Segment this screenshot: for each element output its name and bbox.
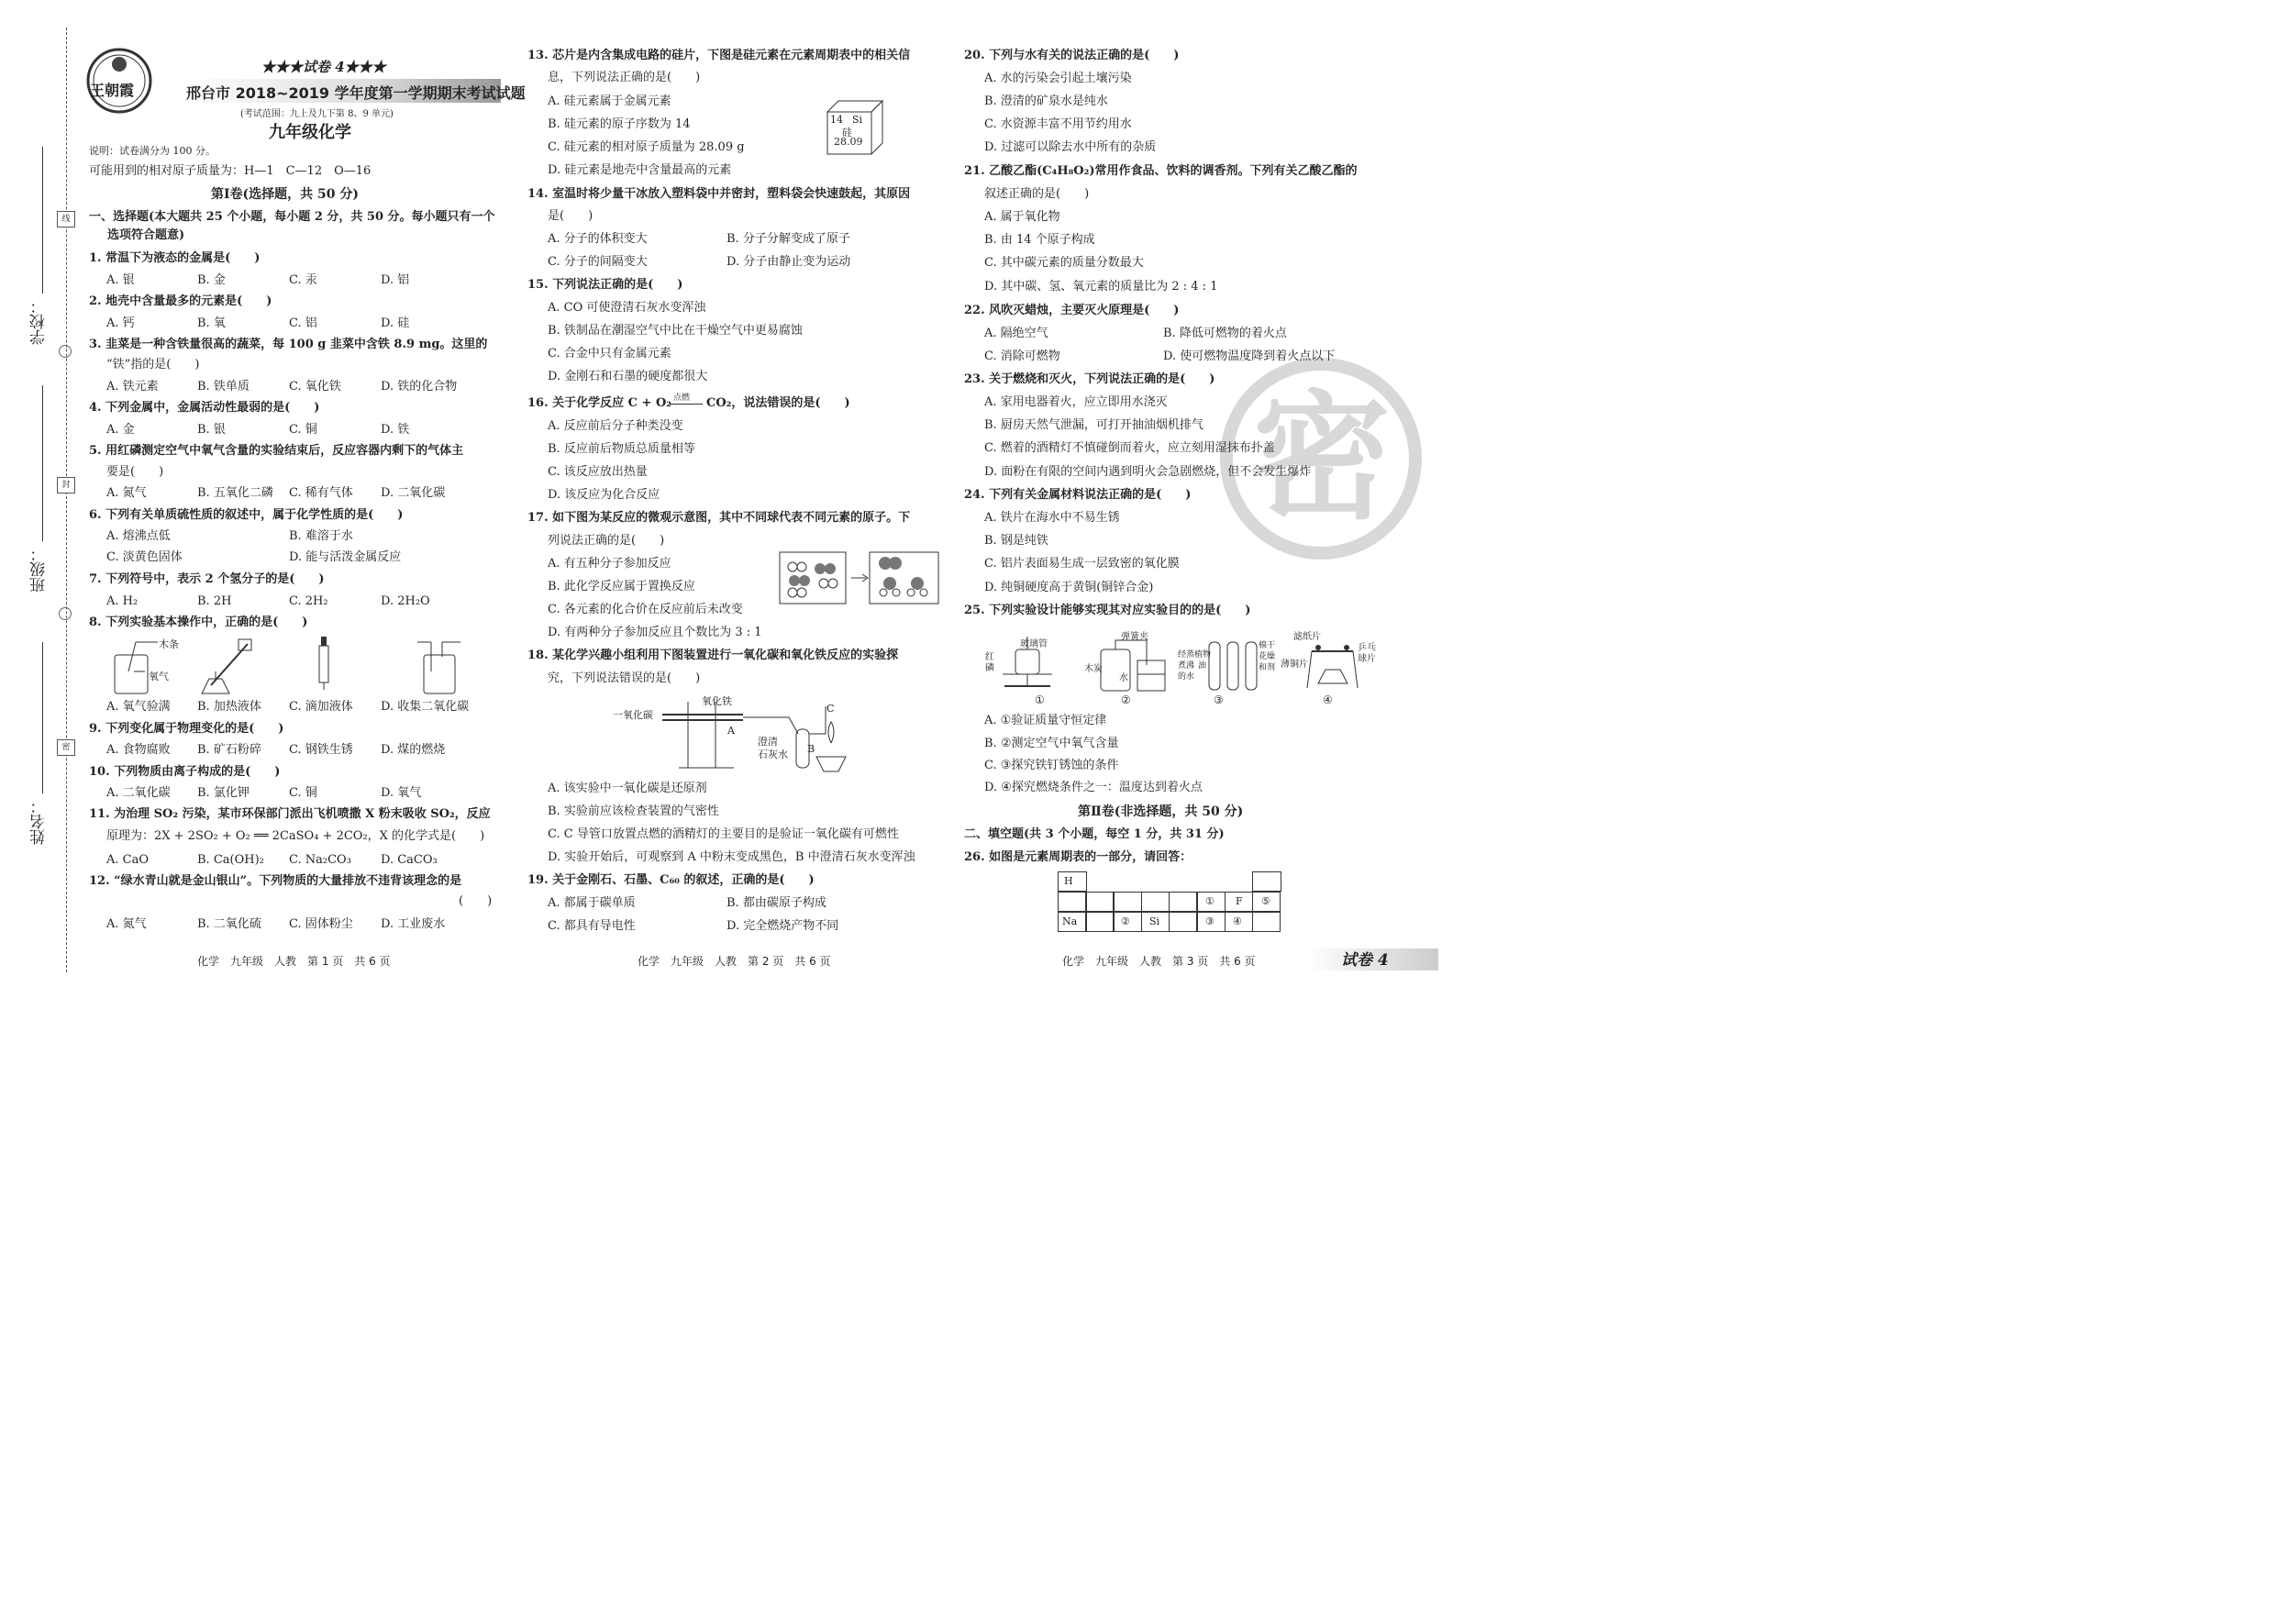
option-a[interactable]: A. 氮气 [106, 917, 147, 931]
label-phosphorus: 磷 [985, 663, 994, 673]
question-17: 17. 如下图为某反应的微观示意图，其中不同球代表不同元素的原子。下 [527, 511, 911, 525]
label-oil: 植物 [1194, 650, 1212, 660]
option-d[interactable]: D. 过滤可以除去水中所有的杂质 [984, 140, 1157, 154]
label-limewater: 澄清 [758, 736, 778, 748]
paper-label: ★★★试卷 4★★★ [261, 59, 386, 75]
question-5-cont: 要是( ) [106, 465, 164, 479]
option-a[interactable]: A. 分子的体积变大 [548, 232, 648, 246]
option-c[interactable]: C. 都具有导电性 [548, 919, 636, 933]
class-label: 班级： [30, 546, 49, 593]
option-c[interactable]: C. 氧化铁 [289, 380, 341, 394]
option-a[interactable]: A. 水的污染会引起土壤污染 [984, 72, 1132, 85]
question-14-cont: 是( ) [548, 209, 593, 223]
option-a[interactable]: A. 都属于碳单质 [548, 896, 636, 910]
seal-xian: 线 [57, 211, 75, 227]
option-a[interactable]: A. CaO [106, 853, 150, 867]
note: 说明：试卷满分为 100 分。 [89, 145, 216, 157]
question-13: 13. 芯片是内含集成电路的硅片，下图是硅元素在元素周期表中的相关信 [527, 49, 911, 62]
option-c[interactable]: C. 铜 [289, 786, 317, 800]
question-20: 20. 下列与水有关的说法正确的是( ) [964, 49, 1180, 62]
question-14: 14. 室温时将少量干冰放入塑料袋中并密封，塑料袋会快速鼓起，其原因 [527, 187, 911, 201]
option-d[interactable]: D. 铝 [381, 273, 410, 287]
question-5: 5. 用红磷测定空气中氧气含量的实验结束后，反应容器内剩下的气体主 [89, 444, 464, 458]
option-b[interactable]: B. 氯化钾 [197, 786, 250, 800]
option-a[interactable]: A. 铁元素 [106, 380, 159, 394]
section-1-title: 第Ⅰ卷(选择题，共 50 分) [211, 187, 360, 202]
option-d[interactable]: D. 氧气 [381, 786, 422, 800]
section-2-title: 第Ⅱ卷(非选择题，共 50 分) [1078, 804, 1244, 819]
question-18-cont: 究，下列说法错误的是( ) [548, 671, 701, 685]
option-c[interactable]: C. 燃着的酒精灯不慎碰倒而着火，应立刻用湿抹布扑盖 [984, 441, 1275, 455]
option-b[interactable]: B. 五氧化二磷 [197, 486, 273, 500]
label-iron-oxide: 氧化铁 [702, 695, 732, 707]
option-b[interactable]: B. 银 [197, 423, 226, 437]
binding-hole [59, 345, 72, 358]
seal-mi: 密 [57, 739, 75, 756]
page-footer: 化学 九年级 人教 第 1 页 共 6 页 [197, 955, 391, 968]
pt-cell [1114, 892, 1142, 912]
instructions: 选项符合题意) [107, 228, 185, 242]
option-c[interactable]: C. 2H₂ [289, 594, 328, 608]
option-c[interactable]: C. 各元素的化合价在反应前后未改变 [548, 603, 743, 616]
setup-number: ① [1035, 693, 1045, 706]
option-a[interactable]: A. 银 [106, 273, 135, 287]
school-field[interactable] [42, 147, 43, 294]
option-c[interactable]: C. 固体粉尘 [289, 917, 353, 931]
option-c[interactable]: C. C 导管口放置点燃的酒精灯的主要目的是验证一氧化碳有可燃性 [548, 827, 899, 841]
option-c[interactable]: C. 分子的间隔变大 [548, 255, 648, 269]
option-d[interactable]: D. 煤的燃烧 [381, 743, 446, 757]
option-b[interactable]: B. 降低可燃物的着火点 [1163, 327, 1287, 340]
pt-blank-2: ② [1121, 915, 1130, 927]
question-26: 26. 如图是元素周期表的一部分，请回答： [964, 850, 1192, 864]
setup-number: ④ [1323, 693, 1333, 706]
option-a[interactable]: A. 熔沸点低 [106, 529, 171, 543]
question-18: 18. 某化学兴趣小组利用下图装置进行一氧化碳和氧化铁反应的实验探 [527, 649, 899, 662]
option-a[interactable]: A. 隔绝空气 [984, 327, 1048, 340]
instructions: 一、选择题(本大题共 25 个小题，每小题 2 分，共 50 分。每小题只有一个 [89, 210, 495, 224]
option-a[interactable]: A. ①验证质量守恒定律 [984, 714, 1107, 727]
label-desiccant: 和剂 [1259, 663, 1276, 672]
option-c[interactable]: C. ③探究铁钉锈蚀的条件 [984, 759, 1119, 772]
pt-blank-3: ③ [1205, 915, 1215, 927]
label-oxygen: 氧气 [149, 671, 169, 682]
reaction-micro-diagram [780, 550, 940, 605]
question-23: 23. 关于燃烧和灭火，下列说法正确的是( ) [964, 372, 1215, 386]
question-3-cont: “铁”指的是( ) [106, 358, 200, 372]
question-11-cont: 原理为：2X + 2SO₂ + O₂ ══ 2CaSO₄ + 2CO₂，X 的化学式是( ) [106, 829, 485, 843]
option-c[interactable]: C. 该反应放出热量 [548, 465, 648, 479]
option-d[interactable]: D. CaCO₃ [381, 853, 438, 867]
question-13-cont: 息，下列说法正确的是( ) [548, 71, 701, 84]
option-d[interactable]: D. 有两种分子参加反应且个数比为 3 : 1 [548, 626, 762, 639]
label-a: A [727, 725, 735, 737]
pt-symbol-na: Na [1062, 915, 1078, 927]
option-d[interactable]: D. 能与活泼金属反应 [289, 550, 402, 564]
option-b[interactable]: B. 反应前后物质总质量相等 [548, 442, 695, 456]
question-25: 25. 下列实验设计能够实现其对应实验目的的是( ) [964, 604, 1251, 617]
question-2: 2. 地壳中含量最多的元素是( ) [89, 294, 272, 308]
question-9: 9. 下列变化属于物理变化的是( ) [89, 722, 284, 736]
label-copper-sheet: 薄铜片 [1281, 660, 1308, 670]
watermark-char: 密 [1253, 379, 1392, 538]
logo-text: 王朝霞 [90, 82, 135, 99]
option-c[interactable]: C. 消除可燃物 [984, 349, 1060, 363]
option-a[interactable]: A. 食物腐败 [106, 743, 171, 757]
label-clip: 弹簧夹 [1121, 632, 1148, 642]
option-b[interactable]: B. 由 14 个原子构成 [984, 233, 1095, 247]
option-d[interactable]: D. 收集二氧化碳 [381, 700, 470, 714]
label-pingpong: 球片 [1358, 654, 1376, 664]
label-water: 水 [1119, 673, 1128, 683]
co-reduction-apparatus [605, 693, 881, 775]
option-c[interactable]: C. 水资源丰富不用节约用水 [984, 117, 1132, 131]
question-7: 7. 下列符号中，表示 2 个氢分子的是( ) [89, 572, 325, 586]
option-b[interactable]: B. 二氧化硫 [197, 917, 261, 931]
label-desiccant: 棉干 [1259, 641, 1276, 650]
label-limewater: 石灰水 [758, 749, 788, 760]
option-b[interactable]: B. 钢是纯铁 [984, 534, 1048, 548]
pt-blank-1: ① [1205, 895, 1215, 907]
label-filter-paper: 滤纸片 [1293, 632, 1321, 642]
pt-cell [1252, 912, 1281, 932]
question-21: 21. 乙酸乙酯(C₄H₈O₂)常用作食品、饮料的调香剂。下列有关乙酸乙酯的 [964, 164, 1358, 178]
option-b[interactable]: B. 实验前应该检查装置的气密性 [548, 804, 719, 818]
option-a[interactable]: A. 反应前后分子种类没变 [548, 419, 683, 433]
option-a[interactable]: A. 氮气 [106, 486, 147, 500]
label-wood: 木条 [159, 638, 179, 650]
fill-in-instructions: 二、填空题(共 3 个小题，每空 1 分，共 31 分) [964, 827, 1225, 841]
option-b[interactable]: B. 难溶于水 [289, 529, 353, 543]
name-label: 姓名： [30, 798, 49, 845]
option-b[interactable]: B. Ca(OH)₂ [197, 853, 264, 867]
option-b[interactable]: B. 分子分解变成了原子 [727, 232, 850, 246]
pt-cell [1141, 892, 1170, 912]
question-16: 16. 关于化学反应 C + O₂ [527, 396, 671, 410]
question-19: 19. 关于金刚石、石墨、C₆₀ 的叙述，正确的是( ) [527, 873, 815, 887]
option-c[interactable]: C. 滴加液体 [289, 700, 353, 714]
option-b[interactable]: B. 铁单质 [197, 380, 250, 394]
label-b: B [807, 743, 815, 755]
option-b[interactable]: B. 铁制品在潮湿空气中比在干燥空气中更易腐蚀 [548, 324, 803, 338]
cell-symbol: Si [852, 114, 863, 126]
option-d[interactable]: D. 二氧化碳 [381, 486, 446, 500]
question-16-cont: CO₂，说法错误的是( ) [706, 396, 850, 410]
question-12-cont: ( ) [459, 894, 493, 908]
option-a[interactable]: A. 家用电器着火，应立即用水浇灭 [984, 395, 1168, 409]
option-a[interactable]: A. 属于氧化物 [984, 210, 1060, 224]
pt-cell [1058, 892, 1087, 912]
option-c[interactable]: C. 其中碳元素的质量分数最大 [984, 256, 1144, 270]
setup-number: ② [1121, 693, 1131, 706]
option-b[interactable]: B. 厨房天然气泄漏，可打开抽油烟机排气 [984, 418, 1203, 432]
option-a[interactable]: A. 有五种分子参加反应 [548, 557, 671, 571]
question-22: 22. 风吹灭蜡烛，主要灭火原理是( ) [964, 304, 1180, 317]
label-desiccant: 花燥 [1259, 652, 1276, 661]
pt-symbol-si: Si [1149, 915, 1160, 927]
reaction-condition: 点燃 [673, 394, 691, 403]
label-glass-tube: 玻璃管 [1020, 639, 1048, 649]
option-d[interactable]: D. 硅元素是地壳中含量最高的元素 [548, 163, 732, 177]
seal-feng: 封 [57, 477, 75, 494]
question-6: 6. 下列有关单质硫性质的叙述中，属于化学性质的是( ) [89, 508, 404, 522]
pt-symbol-f: F [1236, 895, 1243, 907]
option-c[interactable]: C. Na₂CO₃ [289, 853, 351, 867]
option-c[interactable]: C. 汞 [289, 273, 317, 287]
option-b[interactable]: B. 矿石粉碎 [197, 743, 261, 757]
label-pingpong: 乒乓 [1358, 643, 1376, 653]
option-d[interactable]: D. 金刚石和石墨的硬度都很大 [548, 370, 708, 383]
pt-blank-4: ④ [1233, 915, 1242, 927]
experiment-setups-figure [995, 633, 1399, 697]
option-d[interactable]: D. 2H₂O [381, 594, 430, 608]
question-17-cont: 列说法正确的是( ) [548, 534, 665, 548]
question-21-cont: 叙述正确的是( ) [984, 187, 1090, 201]
option-b[interactable]: B. 金 [197, 273, 226, 287]
option-d[interactable]: D. 使可燃物温度降到着火点以下 [1163, 349, 1336, 363]
pt-cell [1169, 892, 1197, 912]
option-d[interactable]: D. 其中碳、氢、氧元素的质量比为 2 : 4 : 1 [984, 280, 1218, 294]
question-12: 12. “绿水青山就是金山银山”。下列物质的大量排放不违背该理念的是 [89, 874, 462, 888]
paper-badge: 试卷 4 [1341, 951, 1389, 970]
option-b[interactable]: B. 加热液体 [197, 700, 261, 714]
name-field[interactable] [42, 642, 43, 793]
pt-symbol-h: H [1064, 875, 1073, 887]
label-boiled-water: 经蒸 [1178, 650, 1195, 660]
school-label: 学校： [30, 298, 49, 345]
label-charcoal: 木炭 [1084, 664, 1103, 674]
option-a[interactable]: A. 钙 [106, 316, 135, 330]
option-d[interactable]: D. 铁 [381, 423, 410, 437]
option-b[interactable]: B. 都由碳原子构成 [727, 896, 826, 910]
label-boiled-water: 的水 [1178, 672, 1195, 682]
option-d[interactable]: D. 分子由静止变为运动 [727, 255, 851, 269]
reaction-arrow [670, 404, 703, 405]
option-b[interactable]: B. 硅元素的原子序数为 14 [548, 117, 691, 131]
class-field[interactable] [42, 385, 43, 541]
pt-cell [1085, 892, 1114, 912]
option-c[interactable]: C. 硅元素的相对原子质量为 28.09 g [548, 140, 745, 154]
option-a[interactable]: A. H₂ [106, 594, 139, 608]
atomic-masses: 可能用到的相对原子质量为：H—1 C—12 O—16 [89, 164, 372, 178]
option-a[interactable]: A. 该实验中一氧化碳是还原剂 [548, 782, 707, 795]
option-c[interactable]: C. 钢铁生锈 [289, 743, 353, 757]
pt-cell [1085, 912, 1114, 932]
pt-cell [1169, 912, 1197, 932]
question-10: 10. 下列物质由离子构成的是( ) [89, 765, 281, 779]
option-b[interactable]: B. 2H [197, 594, 232, 608]
option-b[interactable]: B. ②测定空气中氧气含量 [984, 737, 1119, 750]
option-a[interactable]: A. 铁片在海水中不易生锈 [984, 511, 1120, 525]
exam-title: 邢台市 2018~2019 学年度第一学期期末考试试题 [186, 84, 526, 102]
option-c[interactable]: C. 稀有气体 [289, 486, 353, 500]
label-red: 红 [985, 652, 994, 662]
option-d[interactable]: D. 纯铜硬度高于黄铜(铜锌合金) [984, 581, 1154, 594]
question-3: 3. 韭菜是一种含铁量很高的蔬菜，每 100 g 韭菜中含铁 8.9 mg。这里的 [89, 338, 488, 351]
option-c[interactable]: C. 淡黄色固体 [106, 550, 183, 564]
option-a[interactable]: A. 金 [106, 423, 135, 437]
option-d[interactable]: D. 铁的化合物 [381, 380, 458, 394]
cell-number: 14 [830, 114, 843, 126]
option-d[interactable]: D. 硅 [381, 316, 410, 330]
question-4: 4. 下列金属中，金属活动性最弱的是( ) [89, 401, 320, 415]
label-c: C [826, 703, 835, 715]
option-a[interactable]: A. CO 可使澄清石灰水变浑浊 [548, 301, 706, 315]
subject-title: 九年级化学 [269, 123, 351, 142]
label-boiled-water: 煮沸 [1178, 661, 1195, 671]
option-d[interactable]: D. 该反应为化合反应 [548, 488, 660, 502]
binding-hole [59, 607, 72, 620]
option-d[interactable]: D. 工业废水 [381, 917, 446, 931]
binding-line [66, 28, 67, 972]
option-d[interactable]: D. 实验开始后，可观察到 A 中粉末变成黑色，B 中澄清石灰水变浑浊 [548, 850, 915, 864]
setup-number: ③ [1214, 693, 1224, 706]
pt-blank-5: ⑤ [1261, 895, 1270, 907]
page-footer: 化学 九年级 人教 第 2 页 共 6 页 [638, 955, 831, 968]
label-oil: 油 [1198, 661, 1207, 671]
option-d[interactable]: D. 面粉在有限的空间内遇到明火会急剧燃烧，但不会发生爆炸 [984, 465, 1312, 479]
page-footer: 化学 九年级 人教 第 3 页 共 6 页 [1062, 955, 1256, 968]
option-c[interactable]: C. 合金中只有金属元素 [548, 347, 671, 360]
option-b[interactable]: B. 氧 [197, 316, 226, 330]
question-24: 24. 下列有关金属材料说法正确的是( ) [964, 488, 1192, 502]
question-15: 15. 下列说法正确的是( ) [527, 278, 683, 292]
option-d[interactable]: D. 完全燃烧产物不同 [727, 919, 839, 933]
cell-mass: 28.09 [834, 136, 863, 148]
cell-name: 硅 [842, 127, 852, 139]
option-c[interactable]: C. 铝 [289, 316, 317, 330]
option-c[interactable]: C. 铜 [289, 423, 317, 437]
pt-cell [1252, 871, 1281, 892]
question-11: 11. 为治理 SO₂ 污染，某市环保部门派出飞机喷撒 X 粉末吸收 SO₂，反应 [89, 807, 491, 821]
option-a[interactable]: A. 氧气验满 [106, 700, 171, 714]
label-co: 一氧化碳 [613, 709, 653, 721]
option-d[interactable]: D. ④探究燃烧条件之一：温度达到着火点 [984, 781, 1203, 794]
exam-scope: (考试范围：九上及九下第 8、9 单元) [240, 109, 394, 119]
option-a[interactable]: A. 硅元素属于金属元素 [548, 94, 671, 108]
option-b[interactable]: B. 澄清的矿泉水是纯水 [984, 94, 1108, 108]
option-a[interactable]: A. 二氧化碳 [106, 786, 171, 800]
option-c[interactable]: C. 铝片表面易生成一层致密的氧化膜 [984, 557, 1180, 571]
question-1: 1. 常温下为液态的金属是( ) [89, 251, 261, 265]
question-8: 8. 下列实验基本操作中，正确的是( ) [89, 616, 308, 629]
option-b[interactable]: B. 此化学反应属于置换反应 [548, 580, 695, 593]
